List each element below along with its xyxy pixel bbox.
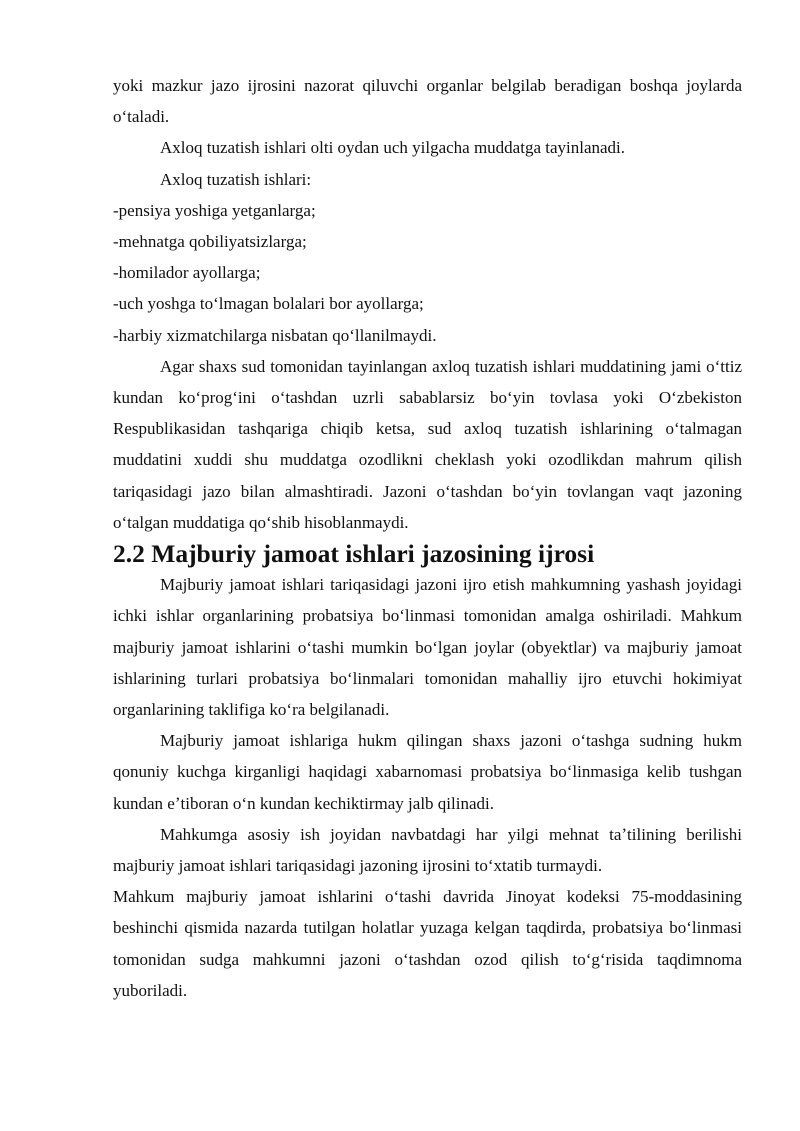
paragraph-vacation: Mahkumga asosiy ish joyidan navbatdagi har yilgi mehnat taʼtilining berilishi majburiy jamoat ishlari tariqasidagi jazoning ijrosini toʻxtatib turmaydi. (113, 824, 742, 876)
paragraph-involvement: Majburiy jamoat ishlariga hukm qilingan shaxs jazoni oʻtashga sudning hukm qonuniy kuchga kirganligi haqidagi xabarnomasi probatsiya boʻlinmasiga kelib tushgan kundan eʼtiboran oʻn kundan kechiktirmay jalb qilinadi. (113, 731, 742, 813)
paragraph-release: Mahkum majburiy jamoat ishlarini oʻtashi davrida Jinoyat kodeksi 75-moddasining beshinchi qismida nazarda tutilgan holatlar yuzaga kelgan taqdirda, probatsiya boʻlinmasi tomonidan sudga mahkumni jazoni oʻtashdan ozod qilish toʻgʻrisida taqdimnoma yuboriladi. (113, 887, 742, 1000)
paragraph-execution: Majburiy jamoat ishlari tariqasidagi jazoni ijro etish mahkumning yashash joyidagi ichki ishlar organlarining probatsiya boʻlinmasi tomonidan amalga oshiriladi. Mahkum majburiy jamoat ishlarini oʻtashi mumkin boʻlgan joylar (obyektlar) va majburiy jamoat ishlarining turlari probatsiya boʻlinmalari tomonidan mahalliy ijro etuvchi hokimiyat organlarining taklifiga koʻra belgilanadi. (113, 575, 742, 720)
list-item: -homilador ayollarga; (113, 263, 261, 283)
list-item: -mehnatga qobiliyatsizlarga; (113, 232, 307, 252)
exemption-list (113, 195, 742, 351)
section-heading: 2.2 Majburiy jamoat ishlari jazosining ijrosi (113, 539, 595, 569)
list-item: -uch yoshga toʻlmagan bolalari bor ayollarga; (113, 294, 424, 314)
list-item: -harbiy xizmatchilarga nisbatan qoʻllanilmaydi. (113, 325, 437, 345)
paragraph-continuation: yoki mazkur jazo ijrosini nazorat qiluvchi organlar belgilab beradigan boshqa joylarda oʻtaladi. (113, 76, 742, 127)
paragraph-list-intro: Axloq tuzatish ishlari: (160, 169, 312, 189)
document-page (113, 70, 742, 1006)
paragraph-evasion: Agar shaxs sud tomonidan tayinlangan axloq tuzatish ishlari muddatining jami oʻttiz kundan koʻprogʻini oʻtashdan uzrli sabablarsiz boʻyin tovlasa yoki Oʻzbekiston Respublikasidan tashqariga chiqib ketsa, sud axloq tuzatish ishlarining oʻtalmagan muddatini xuddi shu muddatga ozodlikni cheklash yoki ozodlikdan mahrum qilish tariqasidagi jazo bilan almashtiradi. Jazoni oʻtashdan boʻyin tovlangan vaqt jazoning oʻtalgan muddatiga qoʻshib hisoblanmaydi. (113, 356, 742, 532)
paragraph-term: Axloq tuzatish ishlari olti oydan uch yilgacha muddatga tayinlanadi. (160, 138, 626, 158)
list-item: -pensiya yoshiga yetganlarga; (113, 200, 316, 220)
